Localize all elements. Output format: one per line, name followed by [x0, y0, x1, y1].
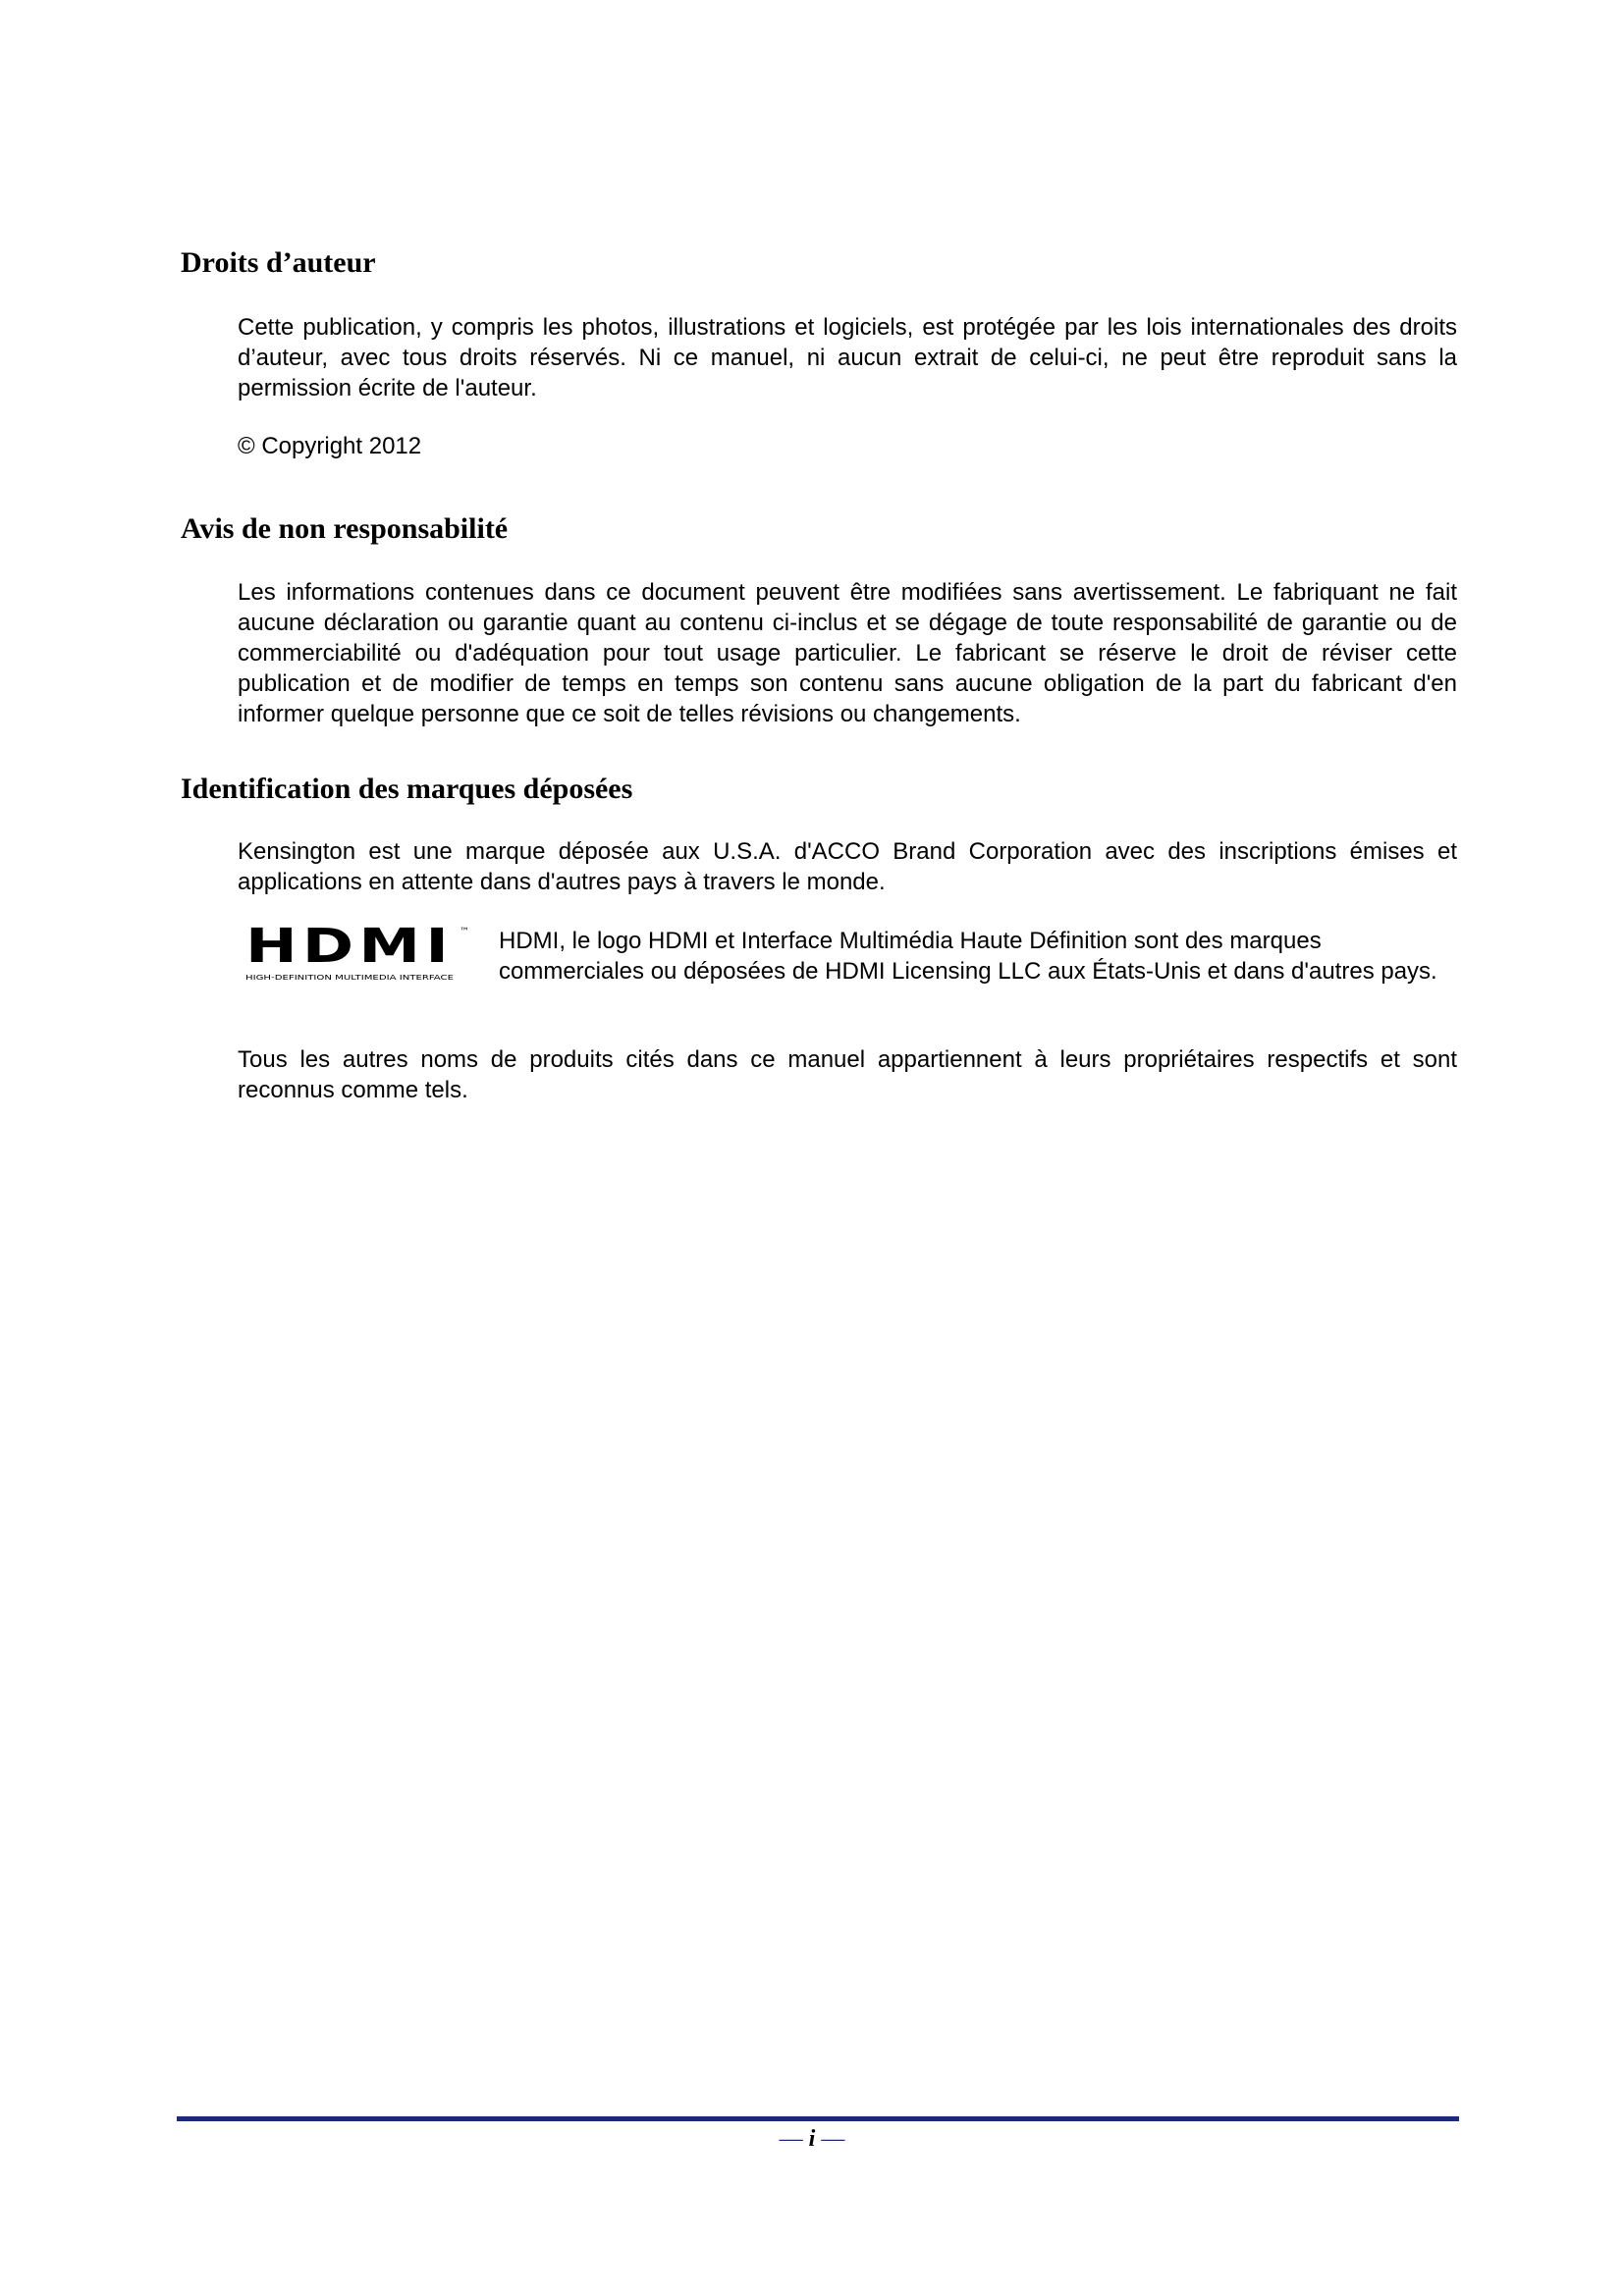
- footer-rule: [177, 2116, 1459, 2121]
- page-number: [0, 2126, 1624, 2153]
- hdmi-logo: [245, 923, 477, 986]
- disclaimer-body: Les informations contenues dans ce document peuvent être modifiées sans avertissement. Le fabriquant ne fait aucune déclaration ou garantie quant au contenu ci-inclus et se dégage de toute responsabilité de garantie ou de commerciabilité ou d'adéquation pour tout usage particulier. Le fabricant se réserve le droit de réviser cette publication et de modifier de temps en temps son contenu sans aucune obligation de la part du fabricant d'en informer quelque personne que ce soit de telles révisions ou changements.: [238, 579, 1457, 727]
- heading-trademarks: Identification des marques déposées: [181, 773, 633, 805]
- heading-disclaimer: Avis de non responsabilité: [181, 512, 509, 545]
- hdmi-logo-wordmark: HDMI: [245, 923, 454, 974]
- page-number-dash-left: —: [779, 2126, 803, 2152]
- other-trademarks-paragraph: Tous les autres noms de produits cités dans ce manuel appartiennent à leurs propriétaires respectifs et sont reconnus comme tels.: [238, 1046, 1457, 1103]
- heading-copyright: Droits d’auteur: [181, 246, 376, 279]
- hdmi-paragraph: HDMI, le logo HDMI et Interface Multimédia Haute Définition sont des marques commerciales ou déposées de HDMI Licensing LLC aux États-Unis et dans d'autres pays.: [499, 928, 1437, 985]
- copyright-body: Cette publication, y compris les photos, illustrations et logiciels, est protégée par les lois internationales des droits d’auteur, avec tous droits réservés. Ni ce manuel, ni aucun extrait de celui-ci, ne peut être reproduit sans la permission écrite de l'auteur.: [238, 314, 1457, 401]
- hdmi-logo-subtitle: HIGH-DEFINITION MULTIMEDIA INTERFACE: [245, 974, 454, 982]
- copyright-notice: © Copyright 2012: [238, 433, 422, 459]
- kensington-paragraph: Kensington est une marque déposée aux U.S.A. d'ACCO Brand Corporation avec des inscriptions émises et applications en attente dans d'autres pays à travers le monde.: [238, 838, 1457, 895]
- hdmi-logo-tm: ™: [460, 927, 469, 937]
- page-number-dash-right: —: [821, 2126, 845, 2152]
- page-number-value: i: [808, 2126, 816, 2152]
